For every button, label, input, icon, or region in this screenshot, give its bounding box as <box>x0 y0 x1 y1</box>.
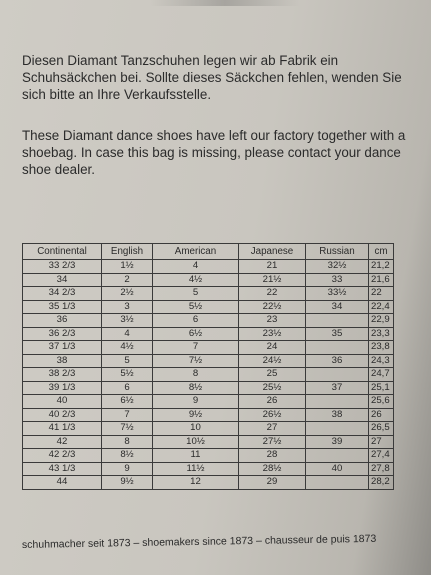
table-row <box>23 368 394 382</box>
cell-japanese: 22 <box>239 287 306 301</box>
cell-english: 3½ <box>102 314 153 328</box>
cell-japanese: 29 <box>239 476 306 490</box>
cell-cm: 27,8 <box>369 462 394 476</box>
cell-english: 9½ <box>102 476 153 490</box>
cell-american: 6½ <box>153 327 239 341</box>
header-japanese: Japanese <box>239 244 306 260</box>
cell-american: 5½ <box>153 300 239 314</box>
cell-russian <box>306 341 369 355</box>
cell-continental: 43 1/3 <box>23 462 102 476</box>
cell-russian: 33 <box>306 273 369 287</box>
cell-japanese: 21 <box>239 260 306 274</box>
cell-japanese: 27 <box>239 422 306 436</box>
cell-russian: 32½ <box>306 260 369 274</box>
table-row <box>23 395 394 409</box>
cell-cm: 21,2 <box>369 260 394 274</box>
cell-continental: 36 2/3 <box>23 327 102 341</box>
cell-continental: 36 <box>23 314 102 328</box>
cell-english: 7 <box>102 408 153 422</box>
cell-cm: 27,4 <box>369 449 394 463</box>
cell-cm: 26 <box>369 408 394 422</box>
cell-cm: 23,3 <box>369 327 394 341</box>
cell-japanese: 25½ <box>239 381 306 395</box>
cell-cm: 27 <box>369 435 394 449</box>
table-row <box>23 462 394 476</box>
cell-american: 5 <box>153 287 239 301</box>
cell-russian: 33½ <box>306 287 369 301</box>
cell-american: 10½ <box>153 435 239 449</box>
cell-american: 11 <box>153 449 239 463</box>
cell-japanese: 22½ <box>239 300 306 314</box>
cell-english: 2½ <box>102 287 153 301</box>
cell-american: 4½ <box>153 273 239 287</box>
table-row <box>23 408 394 422</box>
cell-russian: 40 <box>306 462 369 476</box>
cell-continental: 34 2/3 <box>23 287 102 301</box>
cell-russian <box>306 476 369 490</box>
cell-russian <box>306 314 369 328</box>
cell-japanese: 26½ <box>239 408 306 422</box>
cell-american: 6 <box>153 314 239 328</box>
cell-english: 9 <box>102 462 153 476</box>
cell-russian: 37 <box>306 381 369 395</box>
table-row <box>23 287 394 301</box>
cell-american: 10 <box>153 422 239 436</box>
cell-russian: 39 <box>306 435 369 449</box>
cell-russian <box>306 449 369 463</box>
cell-english: 3 <box>102 300 153 314</box>
cell-russian <box>306 395 369 409</box>
table-row <box>23 476 394 490</box>
cell-english: 2 <box>102 273 153 287</box>
cell-continental: 37 1/3 <box>23 341 102 355</box>
cell-continental: 33 2/3 <box>23 260 102 274</box>
cell-continental: 42 2/3 <box>23 449 102 463</box>
cell-american: 12 <box>153 476 239 490</box>
cell-japanese: 21½ <box>239 273 306 287</box>
cell-cm: 22 <box>369 287 394 301</box>
cell-continental: 34 <box>23 273 102 287</box>
cell-english: 4½ <box>102 341 153 355</box>
cell-english: 6½ <box>102 395 153 409</box>
table-row <box>23 449 394 463</box>
cell-continental: 41 1/3 <box>23 422 102 436</box>
table-row <box>23 354 394 368</box>
cell-japanese: 25 <box>239 368 306 382</box>
cell-russian <box>306 368 369 382</box>
cell-cm: 24,3 <box>369 354 394 368</box>
cell-russian: 36 <box>306 354 369 368</box>
table-row <box>23 314 394 328</box>
cell-cm: 21,6 <box>369 273 394 287</box>
table-row <box>23 381 394 395</box>
cell-american: 11½ <box>153 462 239 476</box>
cell-japanese: 23½ <box>239 327 306 341</box>
cell-cm: 22,9 <box>369 314 394 328</box>
cell-english: 4 <box>102 327 153 341</box>
header-cm: cm <box>369 244 394 260</box>
cell-russian: 35 <box>306 327 369 341</box>
cell-russian <box>306 422 369 436</box>
cell-continental: 38 <box>23 354 102 368</box>
header-english: English <box>102 244 153 260</box>
cell-english: 8 <box>102 435 153 449</box>
cell-english: 6 <box>102 381 153 395</box>
cell-american: 8½ <box>153 381 239 395</box>
cell-russian: 34 <box>306 300 369 314</box>
cell-american: 8 <box>153 368 239 382</box>
cell-continental: 40 2/3 <box>23 408 102 422</box>
notice-english: These Diamant dance shoes have left our factory together with a shoebag. In case this bag is missing, please contact your dance shoe dealer. <box>22 128 406 177</box>
header-russian: Russian <box>306 244 369 260</box>
cell-japanese: 26 <box>239 395 306 409</box>
cell-continental: 42 <box>23 435 102 449</box>
cell-cm: 24,7 <box>369 368 394 382</box>
table-row <box>23 327 394 341</box>
size-table-body <box>23 260 394 490</box>
page-top-edge <box>150 0 300 6</box>
header-continental: Continental <box>23 244 102 260</box>
shoe-size-table <box>22 243 394 490</box>
cell-cm: 28,2 <box>369 476 394 490</box>
table-row <box>23 422 394 436</box>
table-row <box>23 260 394 274</box>
cell-american: 9½ <box>153 408 239 422</box>
cell-english: 7½ <box>102 422 153 436</box>
cell-english: 8½ <box>102 449 153 463</box>
cell-continental: 35 1/3 <box>23 300 102 314</box>
cell-english: 5 <box>102 354 153 368</box>
cell-japanese: 23 <box>239 314 306 328</box>
table-row <box>23 300 394 314</box>
cell-cm: 25,6 <box>369 395 394 409</box>
table-row <box>23 273 394 287</box>
cell-english: 1½ <box>102 260 153 274</box>
table-row <box>23 341 394 355</box>
cell-japanese: 27½ <box>239 435 306 449</box>
cell-continental: 40 <box>23 395 102 409</box>
cell-continental: 38 2/3 <box>23 368 102 382</box>
cell-japanese: 24½ <box>239 354 306 368</box>
cell-russian: 38 <box>306 408 369 422</box>
cell-cm: 25,1 <box>369 381 394 395</box>
cell-continental: 44 <box>23 476 102 490</box>
cell-english: 5½ <box>102 368 153 382</box>
cell-japanese: 28 <box>239 449 306 463</box>
table-row <box>23 435 394 449</box>
cell-american: 7 <box>153 341 239 355</box>
cell-japanese: 28½ <box>239 462 306 476</box>
cell-cm: 23,8 <box>369 341 394 355</box>
notice-german: Diesen Diamant Tanzschuhen legen wir ab Fabrik ein Schuhsäckchen bei. Sollte dieses Säckchen fehlen, wenden Sie sich bitte an Ihre Verkaufsstelle. <box>22 53 402 102</box>
cell-cm: 26,5 <box>369 422 394 436</box>
size-table-header-row <box>23 244 394 260</box>
cell-cm: 22,4 <box>369 300 394 314</box>
footer-slogan: schuhmacher seit 1873 – shoemakers since 1873 – chausseur de puis 1873 <box>21 532 377 551</box>
cell-american: 9 <box>153 395 239 409</box>
cell-japanese: 24 <box>239 341 306 355</box>
cell-american: 4 <box>153 260 239 274</box>
cell-continental: 39 1/3 <box>23 381 102 395</box>
header-american: American <box>153 244 239 260</box>
cell-american: 7½ <box>153 354 239 368</box>
